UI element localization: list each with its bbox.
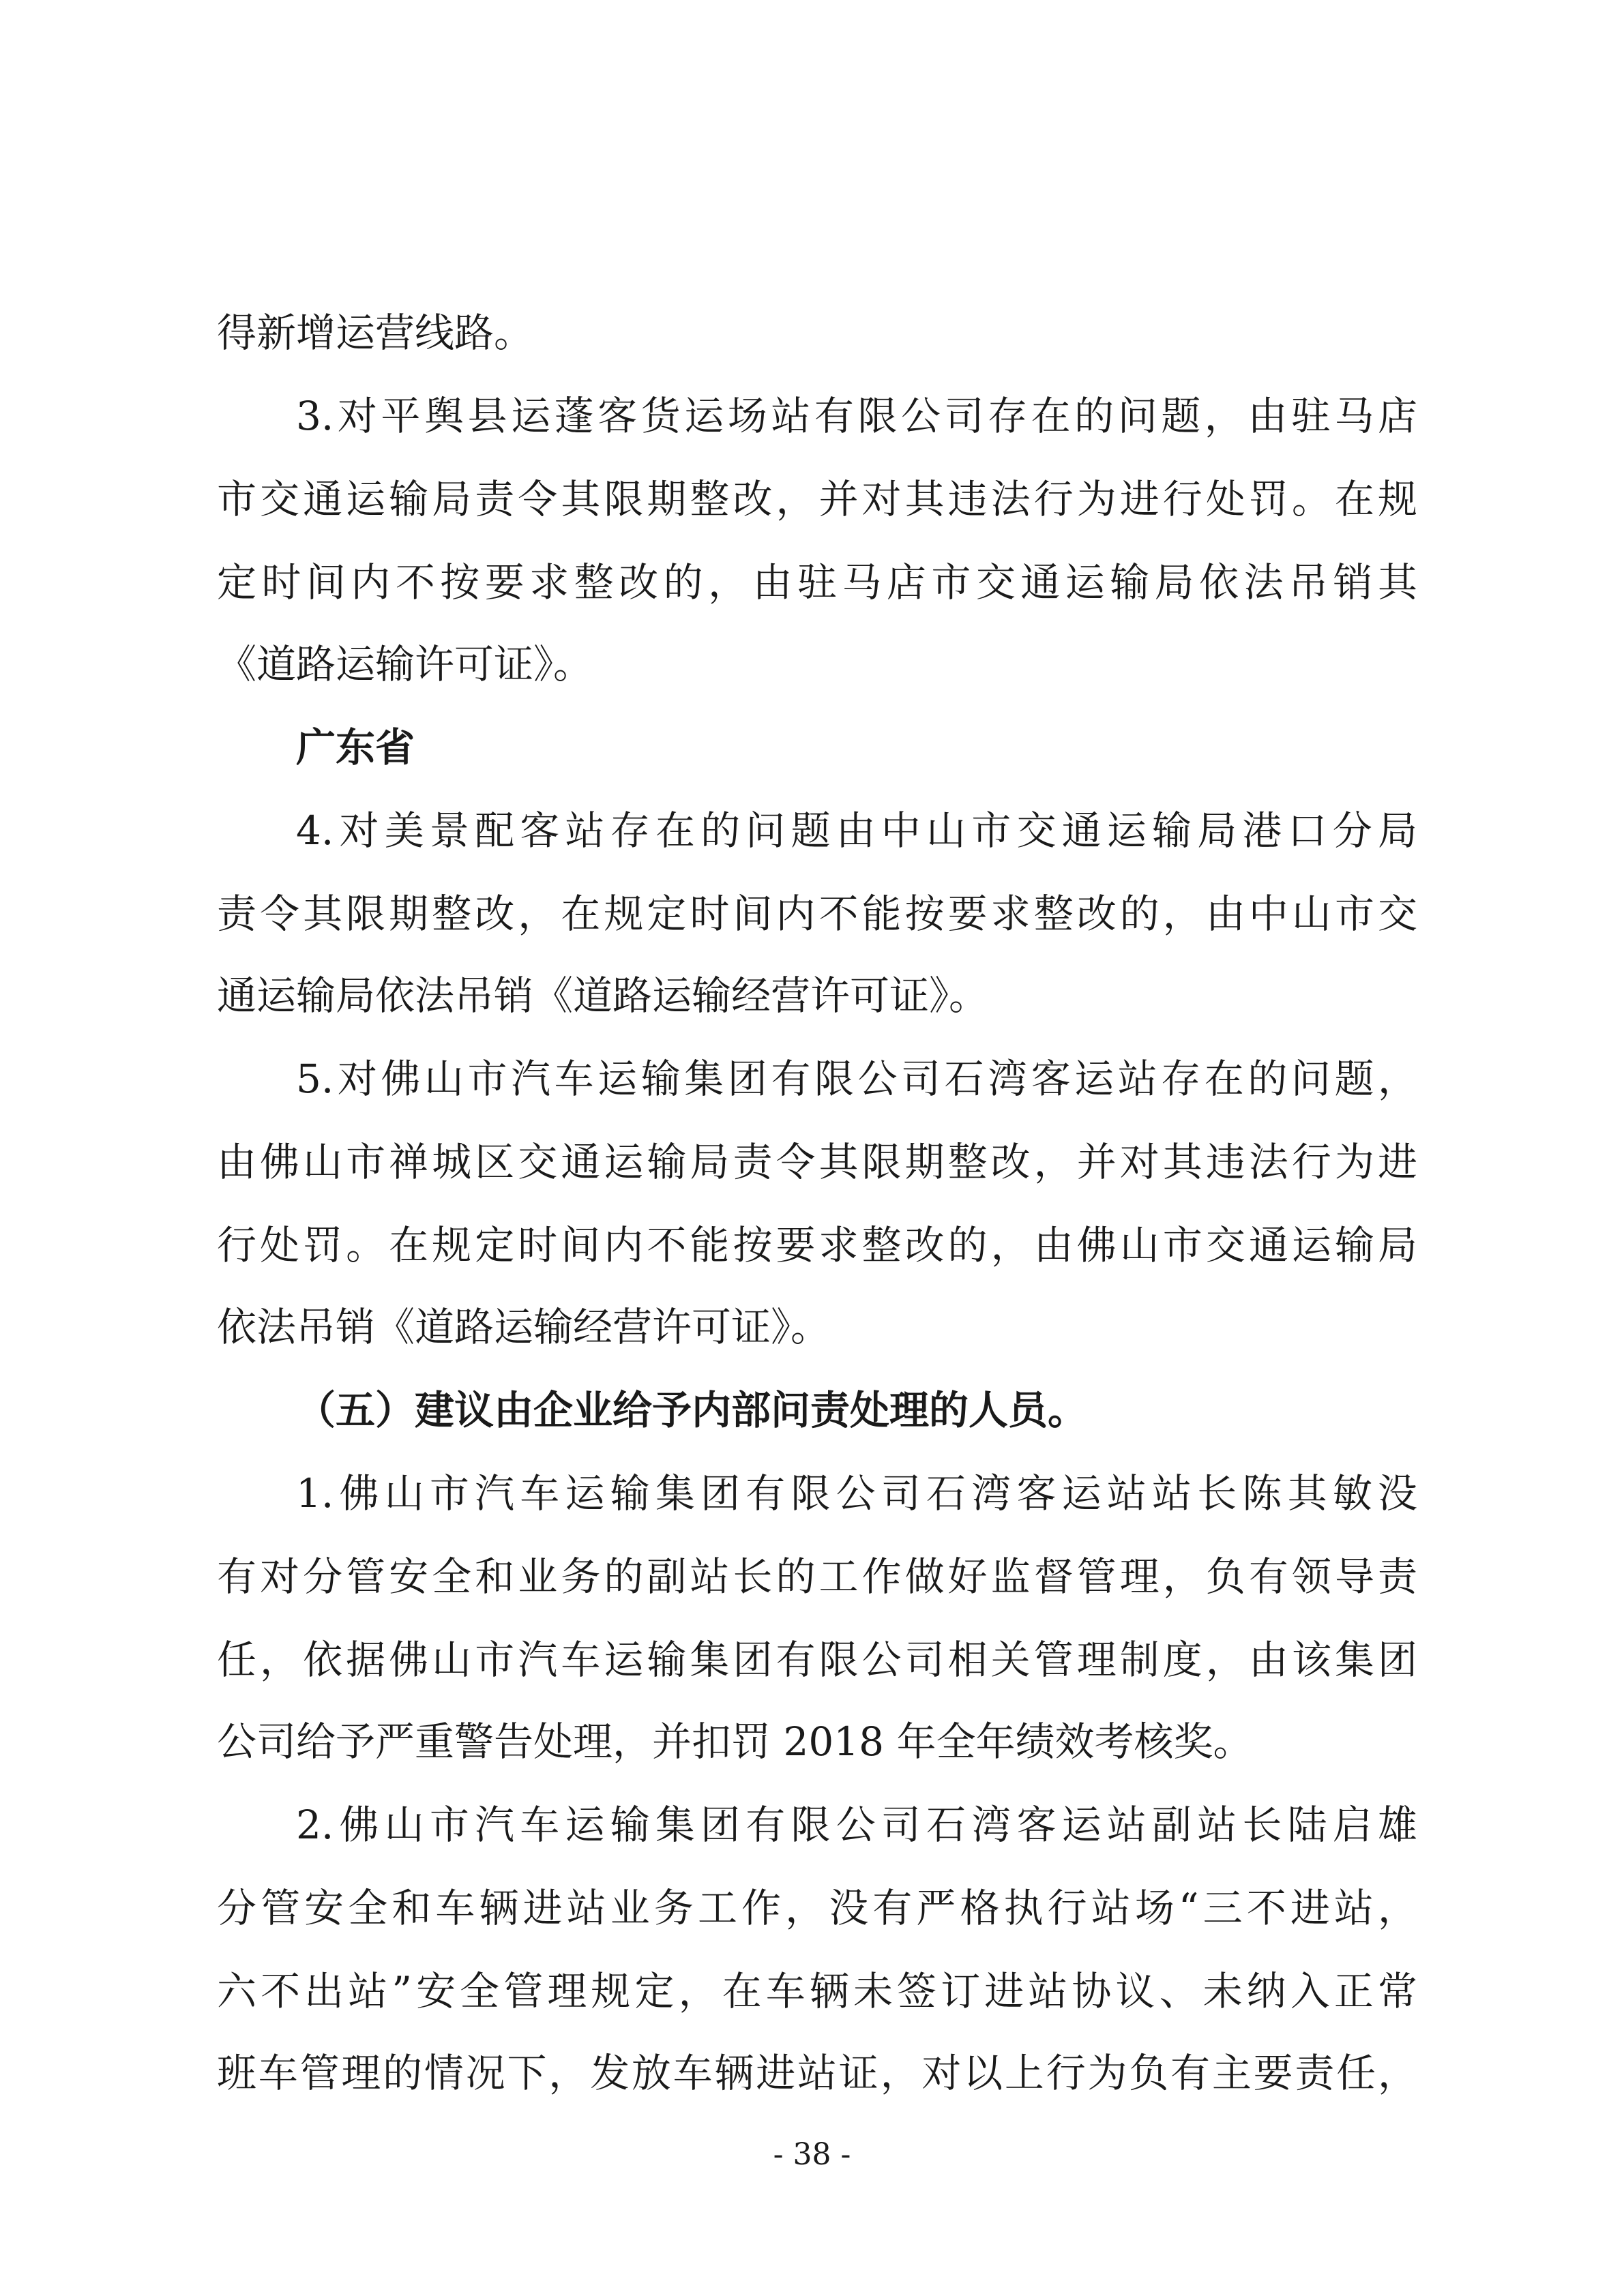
body-text-line: 行处罚。在规定时间内不能按要求整改的，由佛山市交通运输局: [217, 1222, 1417, 1268]
body-text-line: 班车管理的情况下，发放车辆进站证，对以上行为负有主要责任，: [217, 2050, 1417, 2096]
body-text-line: 4.对美景配客站存在的问题由中山市交通运输局港口分局: [296, 807, 1417, 854]
body-text-line: 3.对平舆县运蓬客货运场站有限公司存在的问题，由驻马店: [296, 393, 1417, 439]
section-heading: 广东省: [296, 724, 415, 771]
page-number: - 38 -: [773, 2137, 851, 2172]
body-text-line: 责令其限期整改，在规定时间内不能按要求整改的，由中山市交: [217, 891, 1417, 937]
body-text-line: 《道路运输许可证》。: [217, 641, 593, 687]
body-text-line: 2.佛山市汽车运输集团有限公司石湾客运站副站长陆启雄: [296, 1802, 1417, 1848]
body-text-line: 任，依据佛山市汽车运输集团有限公司相关管理制度，由该集团: [217, 1637, 1417, 1683]
body-text-line: 有对分管安全和业务的副站长的工作做好监督管理，负有领导责: [217, 1553, 1417, 1600]
body-text-line: 分管安全和车辆进站业务工作，没有严格执行站场“三不进站，: [217, 1885, 1417, 1931]
body-text-line: 由佛山市禅城区交通运输局责令其限期整改，并对其违法行为进: [217, 1139, 1417, 1185]
body-text-line: 通运输局依法吊销《道路运输经营许可证》。: [217, 972, 989, 1019]
body-text-line: 公司给予严重警告处理，并扣罚 2018 年全年绩效考核奖。: [217, 1718, 1253, 1765]
body-text-line: 1.佛山市汽车运输集团有限公司石湾客运站站长陈其敏没: [296, 1470, 1417, 1517]
body-text-line: 得新增运营线路。: [217, 310, 534, 356]
body-text-line: 定时间内不按要求整改的，由驻马店市交通运输局依法吊销其: [217, 559, 1417, 606]
body-text-line: 六不出站”安全管理规定，在车辆未签订进站协议、未纳入正常: [217, 1968, 1417, 2014]
body-text-line: 依法吊销《道路运输经营许可证》。: [217, 1304, 831, 1350]
body-text-line: 5.对佛山市汽车运输集团有限公司石湾客运站存在的问题，: [296, 1056, 1417, 1102]
body-text-line: 市交通运输局责令其限期整改，并对其违法行为进行处罚。在规: [217, 476, 1417, 522]
section-heading: （五）建议由企业给予内部问责处理的人员。: [296, 1387, 1088, 1433]
